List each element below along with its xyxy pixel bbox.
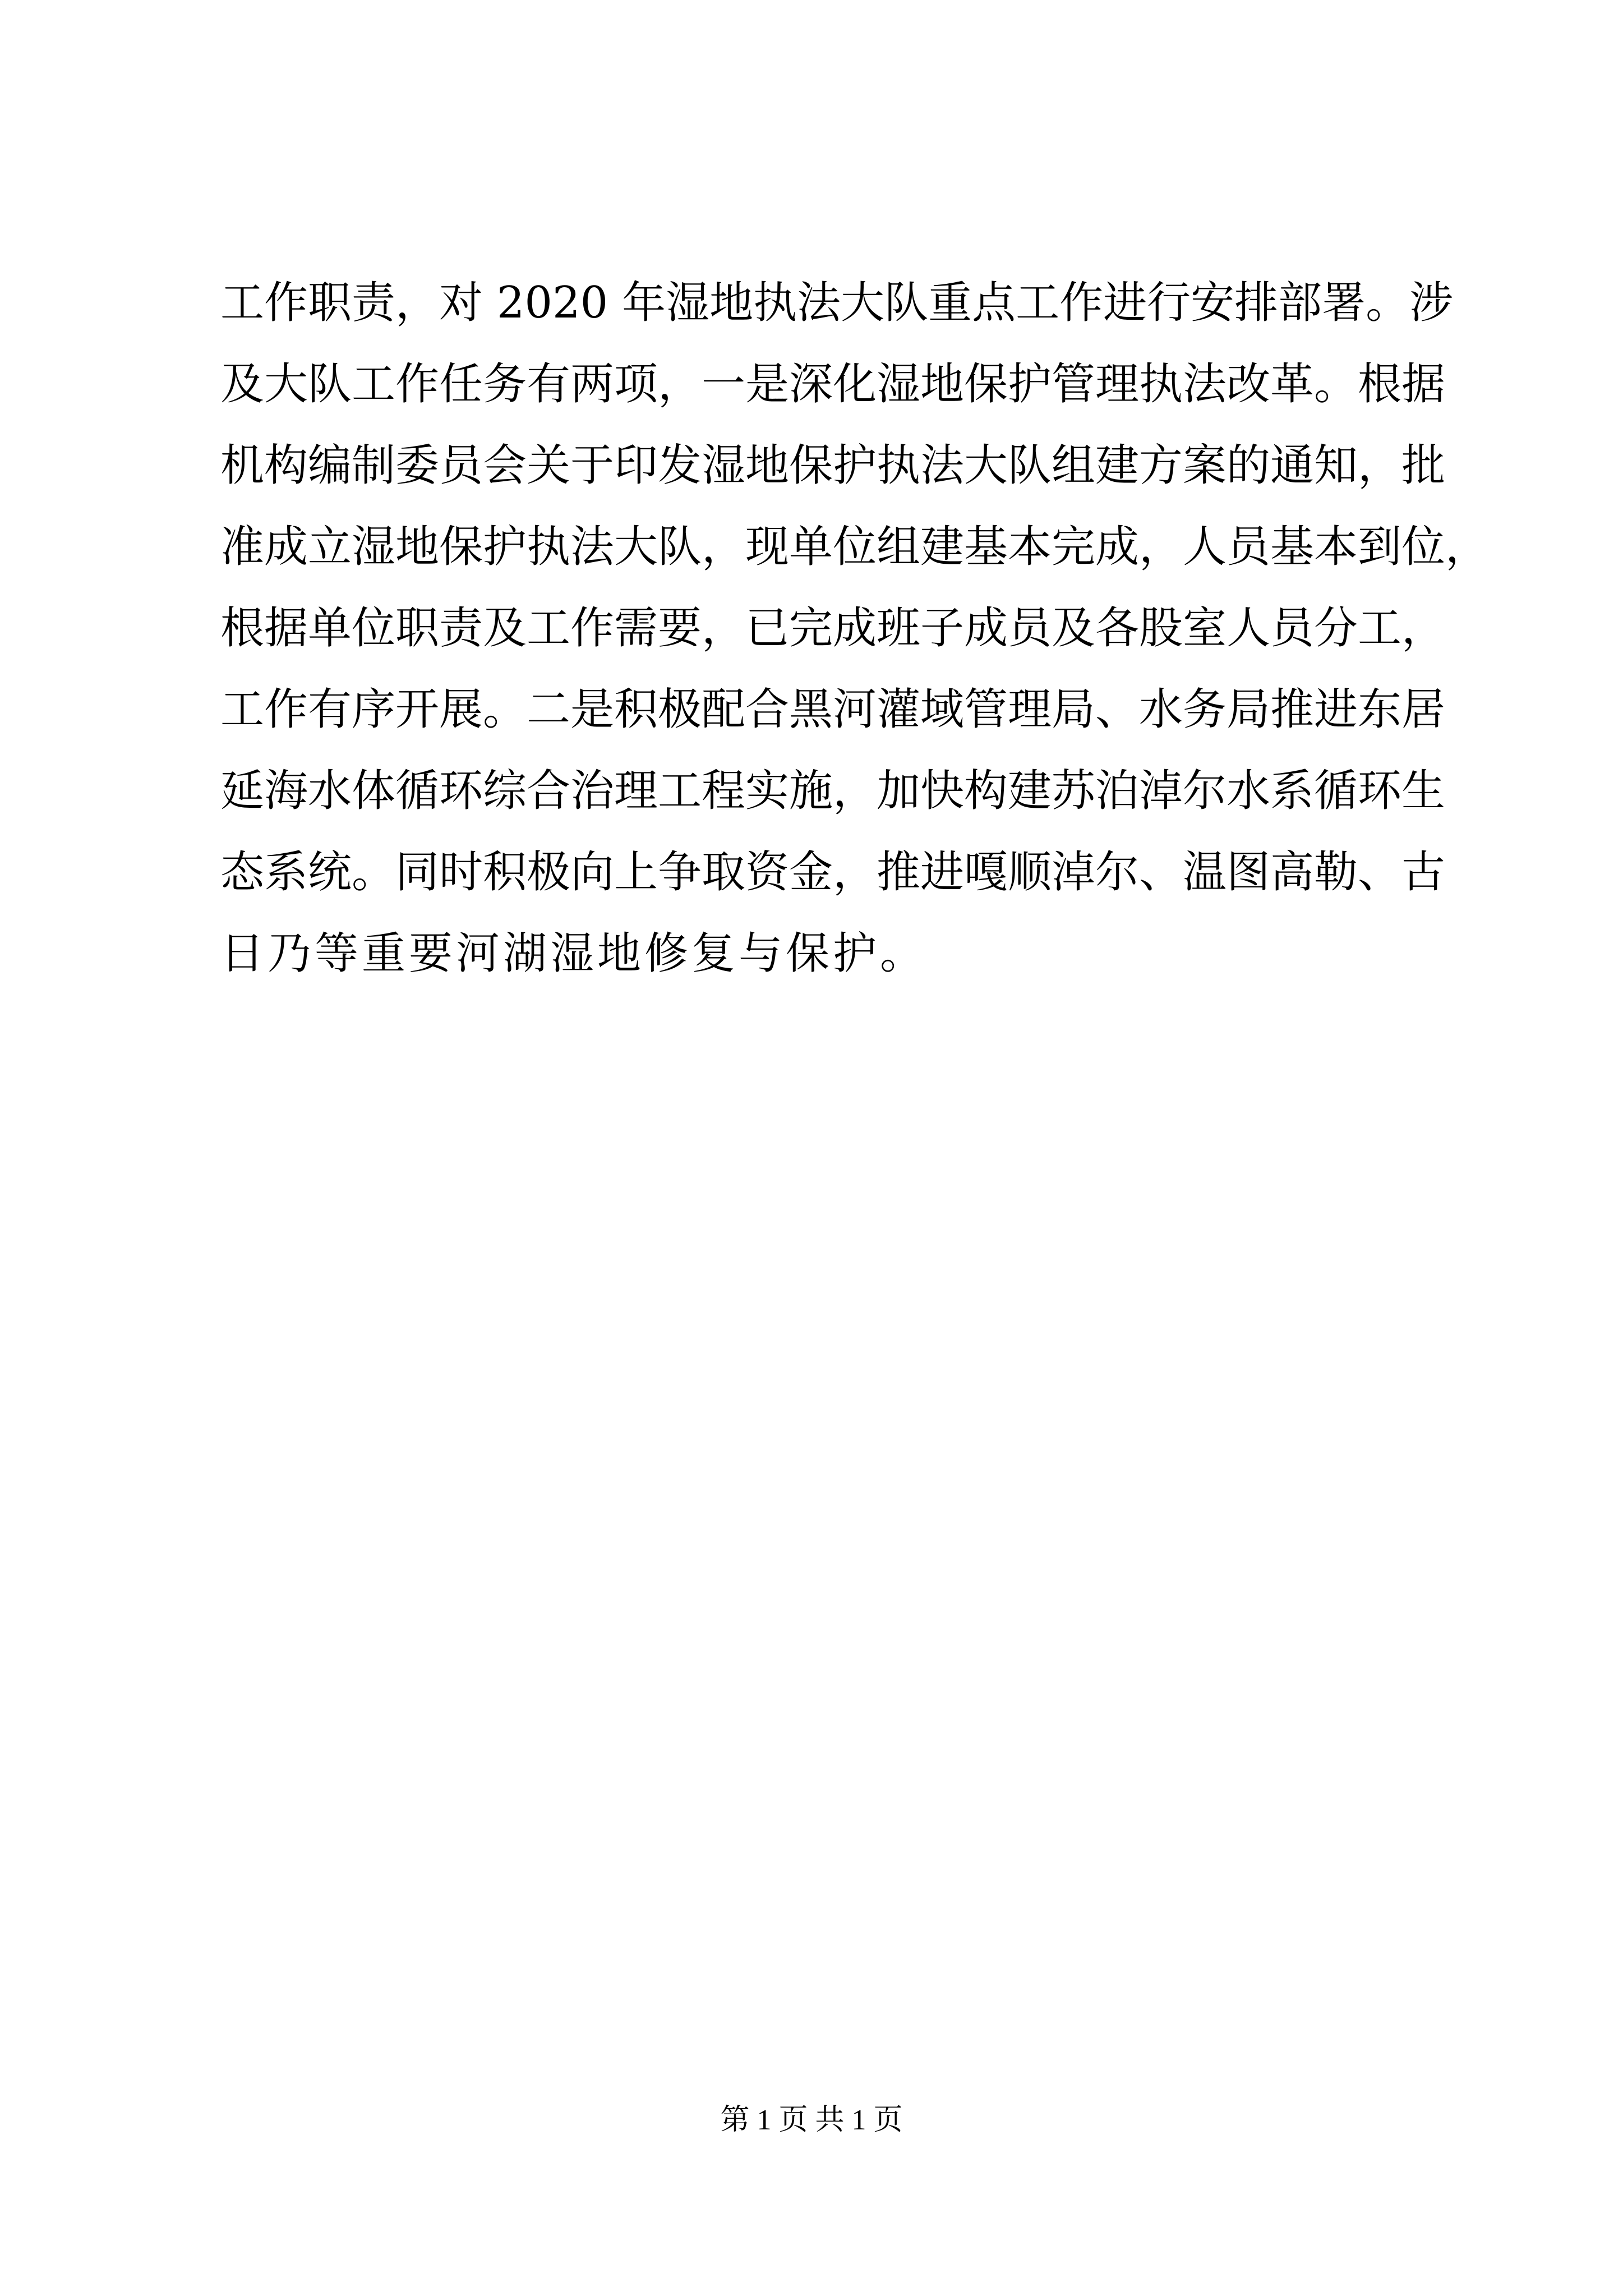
text-line: 根据单位职责及工作需要，已完成班子成员及各股室人员分工，: [220, 603, 1446, 654]
text-line: 及大队工作任务有两项，一是深化湿地保护管理执法改革。根据: [220, 359, 1446, 409]
text-line: 延海水体循环综合治理工程实施，加快构建苏泊淖尔水系循环生: [220, 766, 1446, 816]
text-line: 机构编制委员会关于印发湿地保护执法大队组建方案的通知，批: [220, 440, 1446, 491]
text-line: 日乃等重要河湖湿地修复与保护。: [220, 928, 928, 979]
page-number-footer: 第 1 页 共 1 页: [720, 2104, 903, 2136]
text-line: 准成立湿地保护执法大队，现单位组建基本完成，人员基本到位，: [220, 522, 1490, 572]
text-line: 工作职责，对 2020 年湿地执法大队重点工作进行安排部署。涉: [220, 278, 1454, 328]
text-line: 工作有序开展。二是积极配合黑河灌域管理局、水务局推进东居: [220, 684, 1446, 735]
text-line: 态系统。同时积极向上争取资金，推进嘎顺淖尔、温图高勒、古: [220, 847, 1446, 898]
body-paragraph: [220, 263, 1490, 995]
